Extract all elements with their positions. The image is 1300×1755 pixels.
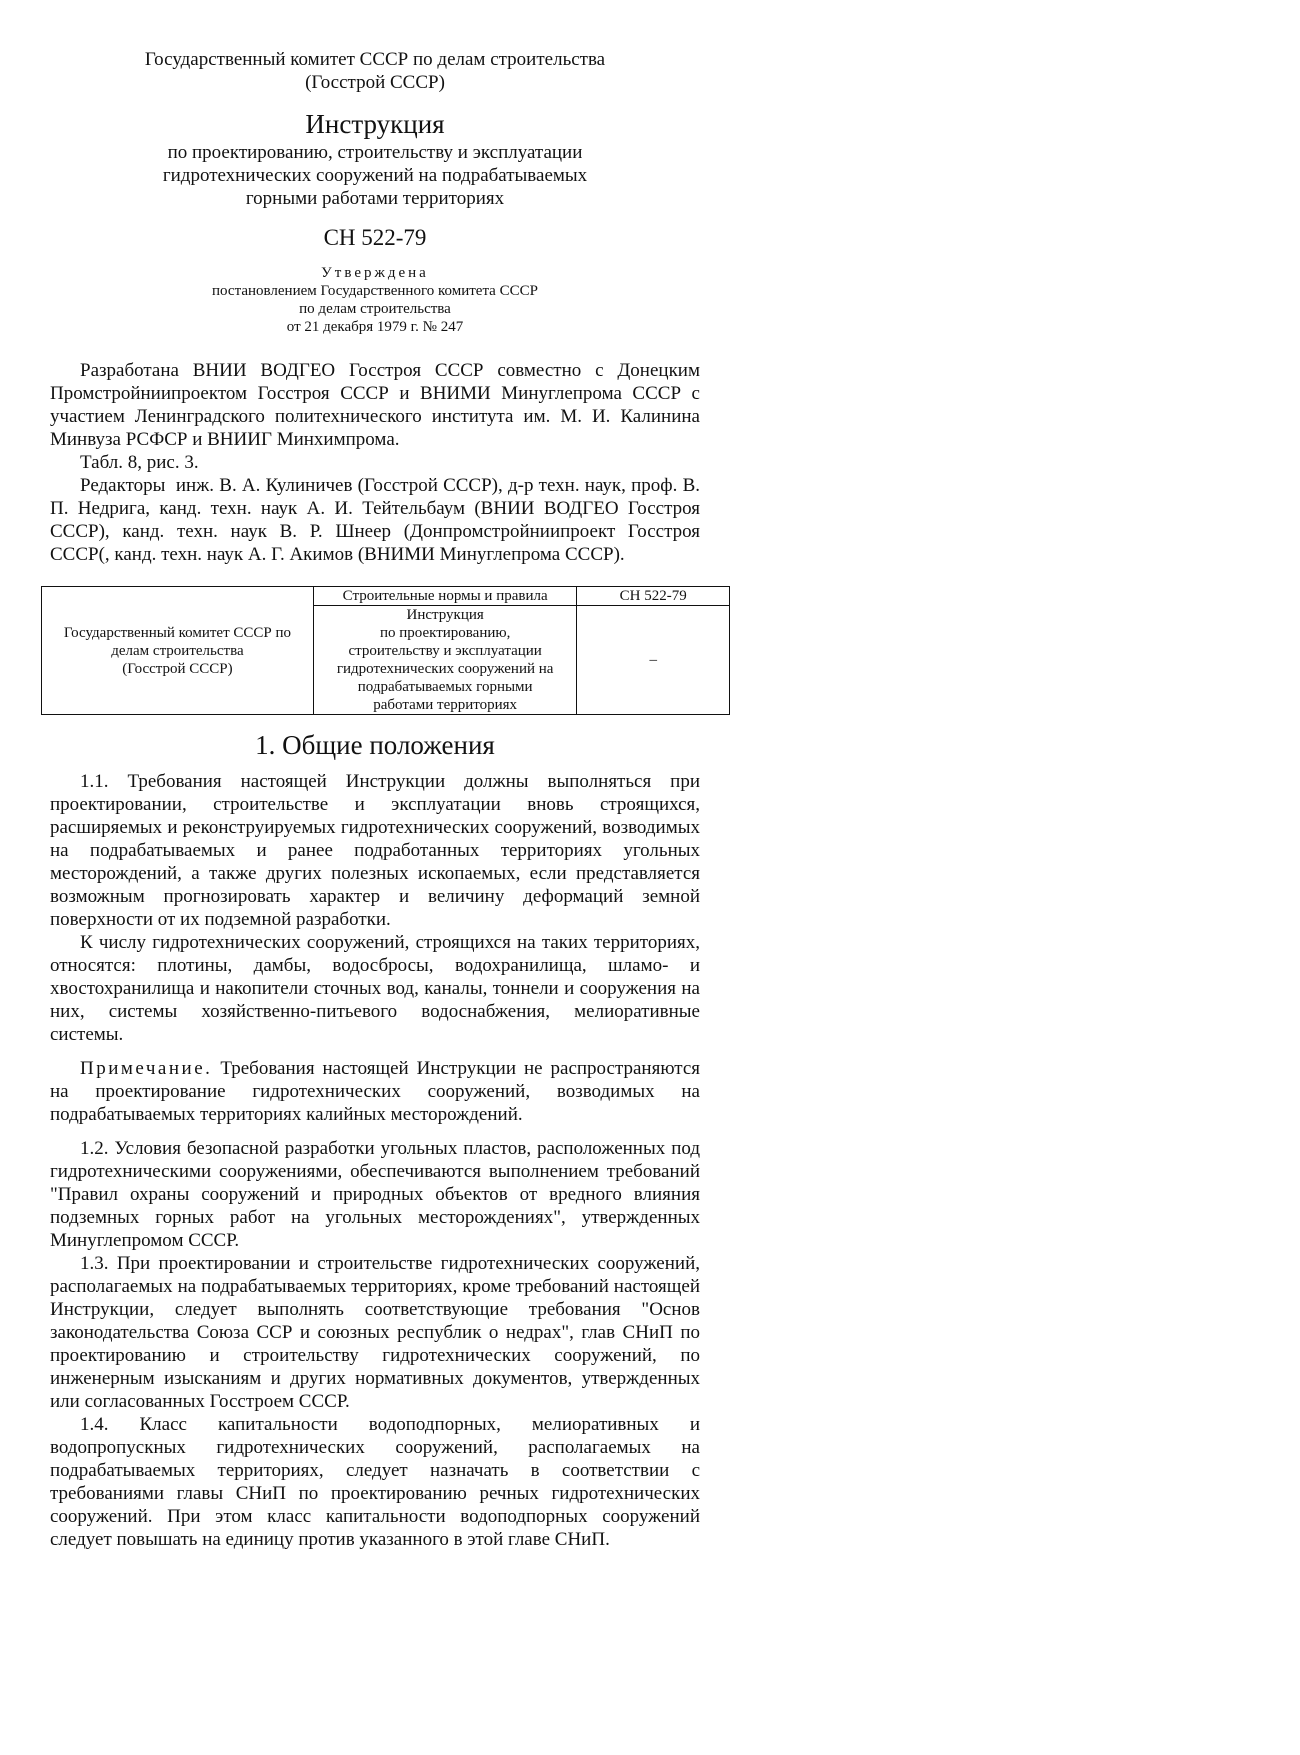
subtitle-line: гидротехнических сооружений на подрабатываемых <box>162 165 588 186</box>
table-instruction-line: строительству и эксплуатации <box>348 643 542 659</box>
table-instruction-line: по проектированию, <box>379 625 511 641</box>
table-org-line: (Госстрой СССР) <box>122 660 233 677</box>
section-1-body <box>50 770 700 1551</box>
org-line-2: (Госстрой СССР) <box>305 72 445 93</box>
paragraph-1-1-continued: К числу гидротехнических сооружений, строящихся на таких территориях, относятся: плотины, дамбы, водосбросы, водохранилища, шламо- и хвостохранилища и накопители сточных вод, каналы, тоннели и сооружения на них, системы хозяйственно-питьевого водоснабжения, мелиоративные системы. <box>50 932 700 1045</box>
table-org-line: делам строительства <box>111 642 244 659</box>
document-code: СН 522-79 <box>323 225 427 250</box>
section-1-title: 1. Общие положения <box>255 730 495 760</box>
paragraph-1-2: 1.2. Условия безопасной разработки угольных пластов, расположенных под гидротехническими сооружениями, обеспечиваются выполнением требований "Правил охраны сооружений и природных объектов от вредного влияния подземных горных работ на угольных месторождениях", утвержденных Минуглепромом СССР. <box>50 1138 700 1251</box>
document-header-table <box>41 586 730 715</box>
document-subtitle <box>50 141 700 210</box>
subtitle-line: горными работами территориях <box>245 188 505 209</box>
developed-by-paragraph: Разработана ВНИИ ВОДГЕО Госстроя СССР совместно с Донецким Промстройниипроектом Госстроя СССР и ВНИМИ Минуглепрома СССР с участием Ленинградского политехнического института им. М. И. Калинина Минвуза РСФСР и ВНИИГ Минхимпрома. <box>50 360 700 450</box>
table-org-cell <box>42 587 314 715</box>
approval-line: постановлением Государственного комитета СССР <box>212 283 538 299</box>
note-text: Требования настоящей Инструкции не распространяются на проектирование гидротехнических сооружений, возводимых на подрабатываемых территориях калийных месторождений. <box>50 1058 700 1125</box>
approval-line: по делам строительства <box>299 301 451 317</box>
subtitle-line: по проектированию, строительству и эксплуатации <box>167 142 583 163</box>
table-code: СН 522-79 <box>577 587 730 606</box>
table-instruction-line: работами территориях <box>373 697 518 713</box>
document-page <box>50 48 705 1551</box>
table-instruction-cell <box>313 606 577 715</box>
table-instruction-line: подрабатываемых горными <box>357 679 533 695</box>
paragraph-1-1: 1.1. Требования настоящей Инструкции должны выполняться при проектировании, строительстве и эксплуатации вновь строящихся, расширяемых и реконструируемых гидротехнических сооружений, возводимых на подрабатываемых и ранее подработанных территориях угольных месторождений, а также других полезных ископаемых, если представляется возможным прогнозировать характер и величину деформаций земной поверхности от их подземной разработки. <box>50 771 700 930</box>
tables-figures-paragraph: Табл. 8, рис. 3. <box>80 452 199 473</box>
note-label: Примечание. <box>80 1058 213 1079</box>
approval-line: от 21 декабря 1979 г. № 247 <box>286 319 464 335</box>
org-line-1: Государственный комитет СССР по делам строительства <box>144 49 606 70</box>
table-instruction-line: Инструкция <box>406 607 484 623</box>
document-title: Инструкция <box>305 109 445 139</box>
table-org-line: Государственный комитет СССР по <box>63 624 292 641</box>
approval-label: Утверждена <box>321 265 429 281</box>
intro-block <box>50 359 705 566</box>
note-paragraph <box>50 1057 700 1126</box>
issuing-organization <box>50 48 700 94</box>
table-norms-label: Строительные нормы и правила <box>313 587 577 606</box>
table-instruction-line: гидротехнических сооружений на <box>336 661 554 677</box>
table-replaces-cell: – <box>577 606 730 715</box>
editors-paragraph: Редакторы инж. В. А. Кулиничев (Госстрой СССР), д-р техн. наук, проф. В. П. Недрига, канд. техн. наук А. И. Тейтельбаум (ВНИИ ВОДГЕО Госстроя СССР), канд. техн. наук В. Р. Шнеер (Донпромстройниипроект Госстроя СССР(, канд. техн. наук А. Г. Акимов (ВНИМИ Минуглепрома СССР). <box>50 475 705 565</box>
paragraph-1-4: 1.4. Класс капитальности водоподпорных, мелиоративных и водопропускных гидротехнических сооружений, располагаемых на подрабатываемых территориях, следует назначать в соответствии с требованиями главы СНиП по проектированию речных гидротехнических сооружений. При этом класс капитальности водоподпорных сооружений следует повышать на единицу против указанного в этой главе СНиП. <box>50 1414 700 1550</box>
approval-block <box>50 264 700 336</box>
paragraph-1-3: 1.3. При проектировании и строительстве гидротехнических сооружений, располагаемых на подрабатываемых территориях, кроме требований настоящей Инструкции, следует выполнять соответствующие требования "Основ законодательства Союза ССР и союзных республик о недрах", глав СНиП по проектированию и строительству гидротехнических сооружений, по инженерным изысканиям и других нормативных документов, утвержденных или согласованных Госстроем СССР. <box>50 1253 700 1412</box>
